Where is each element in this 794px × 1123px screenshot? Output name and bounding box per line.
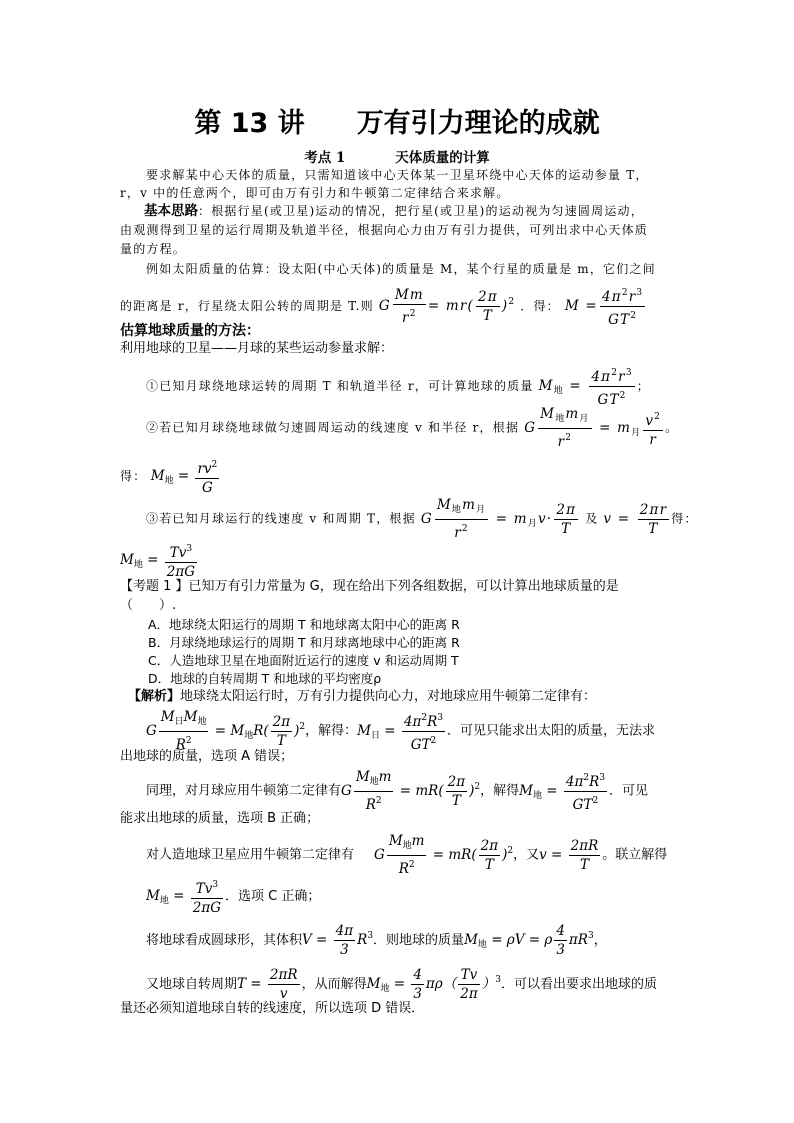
question-tag: 【考题 1 】	[120, 579, 189, 594]
section-heading	[0, 146, 794, 166]
method-2-result-equation: $M_地$ = $\frac{rv^2}{G}$	[151, 468, 222, 484]
option-a: A．地球绕太阳运行的周期 T 和地球离太阳中心的距离 R	[148, 617, 460, 632]
method-1: ①已知月球绕地球运转的周期 T 和轨道半径 r，可计算地球的质量 $M_地$ = $\frac{4\pi^2r^3}{GT^2}$ ；	[146, 364, 650, 409]
analysis-d-volume: V = $\frac{4\pi}{3}$ $R^3$	[302, 923, 374, 958]
analysis-b-result: $M_地$ = $\frac{4\pi^2R^3}{GT^2}$	[519, 783, 609, 799]
sun-example-text: 的距离是 r，行星绕太阳公转的周期是 T.则	[120, 299, 374, 313]
intro-line-1: 要求解某中心天体的质量，只需知道该中心天体某一卫星环绕中心天体的运动参量 T，	[146, 168, 649, 182]
analysis-c-equation: G $\frac{M_地m}{R^2}$ = mR( $\frac{2\pi}{T}$ )$^2$	[374, 833, 514, 877]
analysis-a-equation: G $\frac{M_日M_地}{R^2}$ = $M_地R$( $\frac{2\pi}{T}$ )$^2$	[146, 709, 306, 753]
section-title: 天体质量的计算	[395, 150, 490, 166]
method-3-equation-a: G $\frac{M_地m_月}{r^2}$ = $m_月v\cdot$ $\frac{2\pi}{T}$	[420, 497, 577, 541]
page-title	[0, 106, 794, 142]
methods-intro: 利用地球的卫星——月球的某些运动参量求解：	[120, 341, 394, 356]
method-2-result: 得： $M_地$ = $\frac{rv^2}{G}$	[120, 456, 221, 499]
basic-idea-text: ：根据行星(或卫星)运动的情况，把行星(或卫星)的运动视为匀速圆周运动，	[198, 204, 644, 218]
analysis-tag: 【解析】	[128, 689, 181, 704]
method-3-result-equation: $M_地$ = $\frac{Tv^3}{2\pi G}$	[120, 552, 199, 568]
basic-idea-line-1	[144, 202, 644, 220]
analysis-a-result: $M_日$ = $\frac{4\pi^2R^3}{GT^2}$	[357, 723, 447, 739]
analysis-d-mass: $M_地 = \rho V = \rho$ $\frac{4}{3}$ $\pi R^3$	[464, 923, 594, 958]
analysis-b: 同理，对月球应用牛顿第二定律有G $\frac{M_地m}{R^2}$ = mR( $\frac{2\pi}{T}$ )$^2$，解得$M_地$ = $\frac{4\pi^2R^3}{GT^2}$ ．可见	[146, 769, 648, 813]
option-c: C．人造地球卫星在地面附近运行的速度 v 和运动周期 T	[148, 653, 459, 668]
analysis-e-tail: 量还必须知道地球自转的线速度，所以选项 D 错误．	[120, 1001, 425, 1016]
sun-mass-equation: M = $\frac{4\pi^2r^3}{GT^2}$	[565, 298, 647, 314]
analysis-c-result: $M_地$ = $\frac{Tv^3}{2\pi G}$ ．选项 C 正确；	[146, 876, 320, 919]
analysis-a: G $\frac{M_日M_地}{R^2}$ = $M_地R$( $\frac{2\pi}{T}$ )$^2$，解得：$M_日$ = $\frac{4\pi^2R^3}{GT^2}$ ．可见只能求出太阳的质量，无法求	[146, 709, 656, 753]
analysis-b-tail: 能求出地球的质量，选项 B 正确；	[120, 811, 320, 826]
analysis-c-velocity: v = $\frac{2\pi R}{T}$	[539, 837, 599, 873]
option-b: B．月球绕地球运行的周期 T 和月球离地球中心的距离 R	[148, 635, 460, 650]
analysis-line-1: 【解析】地球绕太阳运行时，万有引力提供向心力，对地球应用牛顿第二定律有：	[128, 689, 597, 704]
analysis-e-mass: $M_地$ = $\frac{4}{3}$ πρ（ $\frac{Tv}{2\pi}$ ）$^3$	[366, 967, 501, 1002]
intro-line-2: r，v 中的任意两个，即可由万有引力和牛顿第二定律结合来求解。	[120, 186, 510, 200]
lecture-number: 第 13 讲	[194, 108, 305, 139]
sun-example-line-1: 例如太阳质量的估算：设太阳(中心天体)的质量是 M，某个行星的质量是 m，它们之间	[146, 262, 656, 276]
question-paren: （ ）.	[120, 598, 177, 613]
basic-idea-label: 基本思路	[144, 203, 198, 219]
method-2: ②若已知月球绕地球做匀速圆周运动的线速度 v 和半径 r，根据 G $\frac{M_地m_月}{r^2}$ = $m_月$ $\frac{v^2}{r}$ 。	[146, 406, 679, 450]
analysis-a-tail: 出地球的质量，选项 A 错误；	[120, 749, 294, 764]
analysis-c: 对人造地球卫星应用牛顿第二定律有 G $\frac{M_地m}{R^2}$ = mR( $\frac{2\pi}{T}$ )$^2$，又v = $\frac{2\pi R}{T}$ 。联立解得	[146, 833, 668, 877]
sun-example-result-label: ．得：	[520, 299, 560, 313]
analysis-c-result-equation: $M_地$ = $\frac{Tv^3}{2\pi G}$	[146, 888, 225, 904]
method-3-equation-b: v = $\frac{2\pi r}{T}$	[603, 501, 668, 537]
analysis-e-period: T = $\frac{2\pi R}{v}$	[237, 967, 298, 1002]
basic-idea-line-3: 量的方程。	[120, 242, 187, 256]
analysis-e: 又地球自转周期T = $\frac{2\pi R}{v}$ ，从而解得$M_地$ = $\frac{4}{3}$ πρ（ $\frac{Tv}{2\pi}$ ）$^3$．可以看出要求出地球的质	[146, 967, 657, 1002]
method-3: ③若已知月球运行的线速度 v 和周期 T，根据 G $\frac{M_地m_月}{r^2}$ = $m_月v\cdot$ $\frac{2\pi}{T}$ 及 v = $\frac{2\pi r}{T}$ 得：	[146, 497, 698, 541]
basic-idea-line-2: 由观测得到卫星的运行周期及轨道半径，根据向心力由万有引力提供，可列出求中心天体质	[120, 223, 649, 237]
methods-heading: 估算地球质量的方法：	[120, 323, 260, 339]
question-text: 已知万有引力常量为 G，现在给出下列各组数据，可以计算出地球质量的是	[188, 579, 619, 594]
question-line-1	[120, 578, 619, 596]
lecture-title: 万有引力理论的成就	[356, 108, 600, 139]
analysis-d: 将地球看成圆球形，其体积V = $\frac{4\pi}{3}$ $R^3$．则地球的质量$M_地 = \rho V = \rho$ $\frac{4}{3}$ $\pi R^3$，	[146, 923, 607, 958]
method-1-equation: $M_地$ = $\frac{4\pi^2r^3}{GT^2}$	[539, 378, 637, 394]
analysis-b-equation: G $\frac{M_地m}{R^2}$ = mR( $\frac{2\pi}{T}$ )$^2$	[341, 769, 481, 813]
sun-gravity-equation: G $\frac{Mm}{r^2}$ = mr( $\frac{2\pi}{T}$ )$^2$	[378, 287, 516, 326]
option-d: D．地球的自转周期 T 和地球的平均密度ρ	[148, 671, 382, 686]
method-2-equation: G $\frac{M_地m_月}{r^2}$ = $m_月$ $\frac{v^2}{r}$	[524, 406, 662, 450]
method-3-result	[120, 540, 199, 583]
section-number: 考点 1	[304, 150, 346, 166]
